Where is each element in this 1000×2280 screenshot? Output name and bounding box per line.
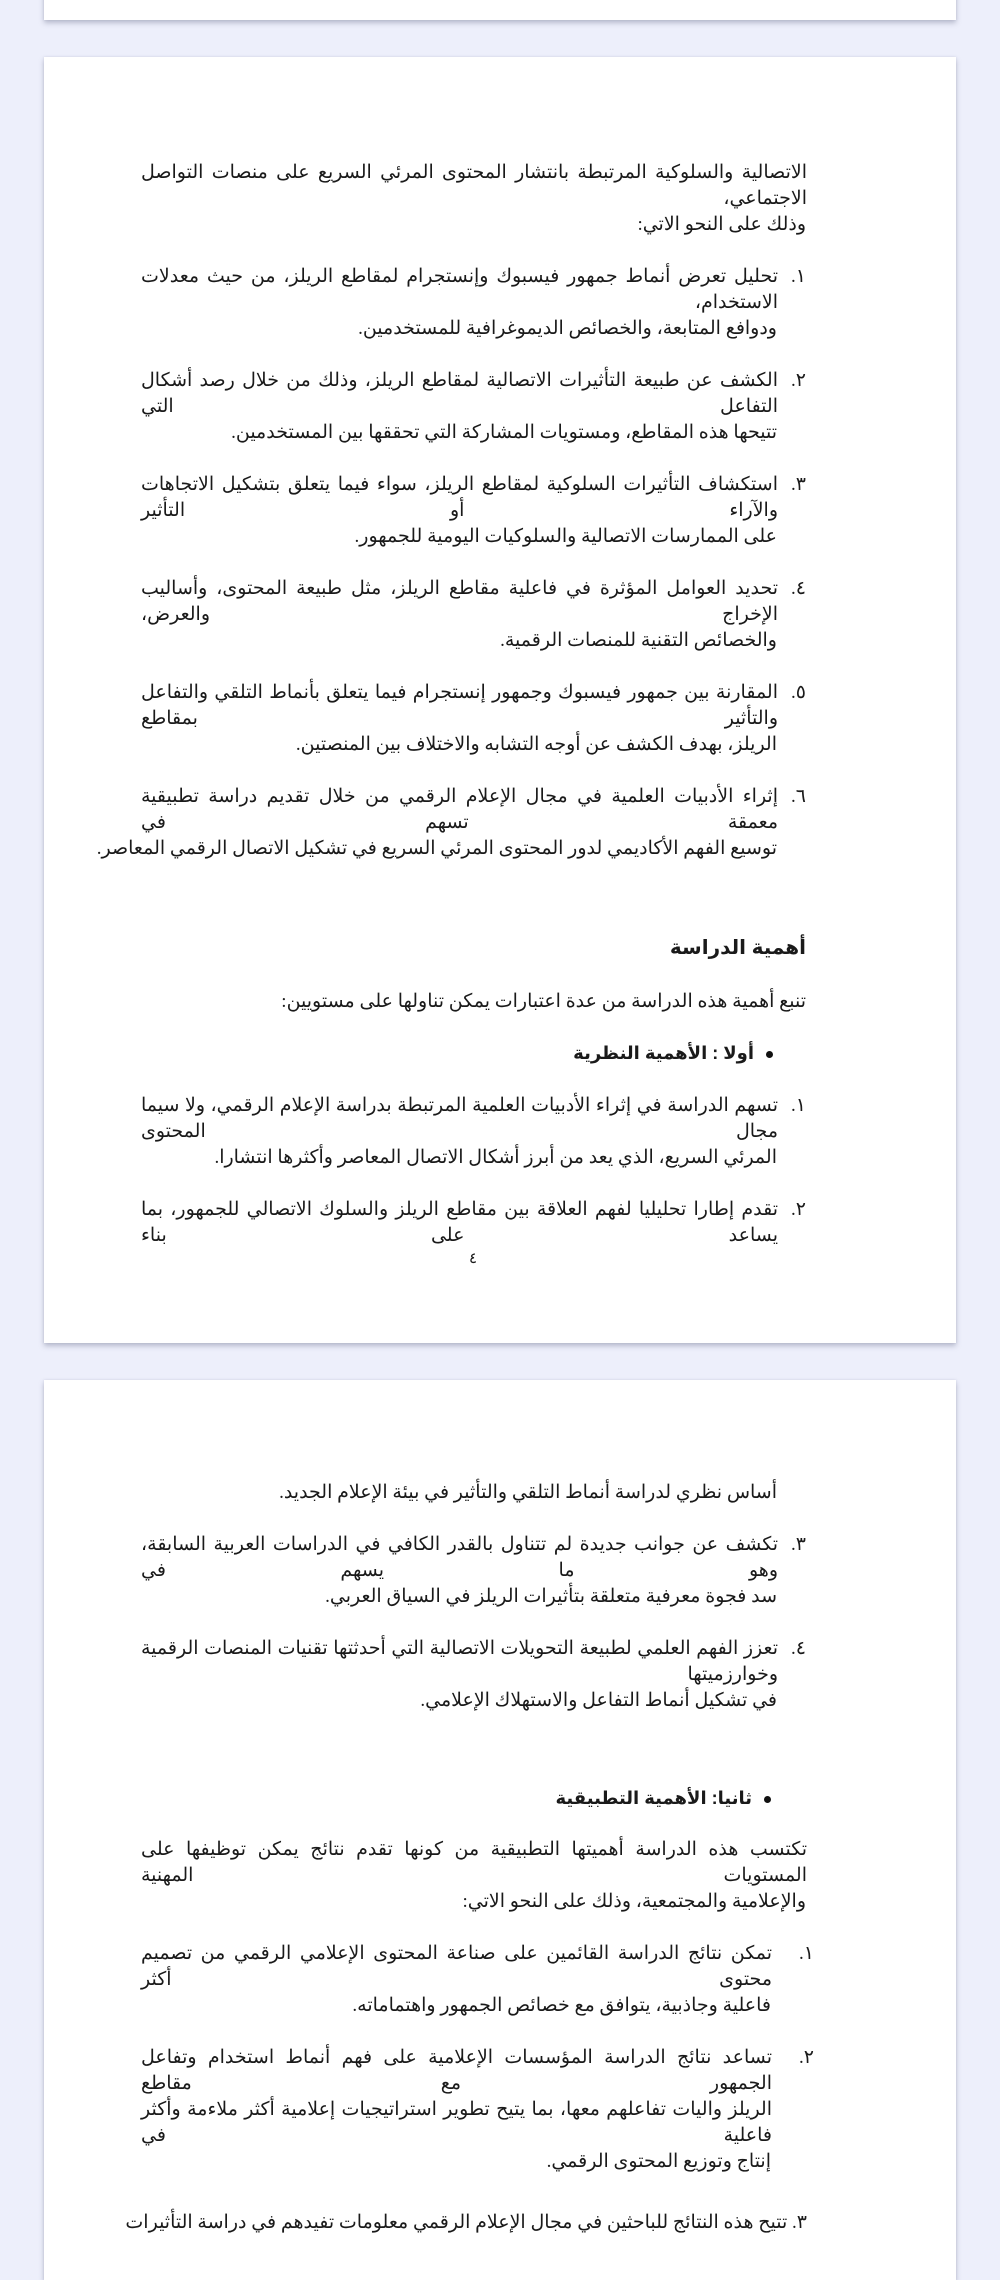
intro-line-2: وذلك على النحو الاتي: bbox=[637, 214, 806, 235]
applied-importance-heading bbox=[556, 1785, 772, 1811]
section-intro: تنبع أهمية هذه الدراسة من عدة اعتبارات يمكن تناولها على مستويين: bbox=[281, 991, 806, 1012]
objective-6-line-1: إثراء الأدبيات العلمية في مجال الإعلام الرقمي من خلال تقديم دراسة تطبيقية معمقة تسهم في bbox=[141, 786, 778, 833]
page-number: ٤ bbox=[469, 1251, 478, 1267]
theoretical-importance-label: أولا : الأهمية النظرية bbox=[573, 1043, 754, 1063]
objective-5-line-1: المقارنة بين جمهور فيسبوك وجمهور إنستجرام فيما يتعلق بأنماط التلقي والتفاعل والتأثير بمقاطع bbox=[141, 682, 778, 729]
objective-3-line-1: استكشاف التأثيرات السلوكية لمقاطع الريلز، سواء فيما يتعلق بتشكيل الاتجاهات والآراء أو التأثير bbox=[141, 474, 778, 521]
applied-importance-label: ثانيا: الأهمية التطبيقية bbox=[555, 1788, 752, 1808]
theoretical-3-line-2: سد فجوة معرفية متعلقة بتأثيرات الريلز في السياق العربي. bbox=[325, 1586, 777, 1607]
theoretical-4-line-2: في تشكيل أنماط التفاعل والاستهلاك الإعلامي. bbox=[420, 1690, 777, 1711]
theoretical-1-number: ١. bbox=[791, 1095, 806, 1116]
applied-1-number: ١. bbox=[799, 1943, 814, 1964]
document-page-4 bbox=[44, 57, 956, 1343]
applied-2-line-2: الريلز واليات تفاعلهم معها، بما يتيح تطوير استراتيجيات إعلامية أكثر ملاءمة وأكثر فاعلية في bbox=[141, 2099, 772, 2146]
theoretical-3-line-1: تكشف عن جوانب جديدة لم تتناول بالقدر الكافي في الدراسات العربية السابقة، وهو ما يسهم في bbox=[141, 1534, 778, 1581]
objective-5-line-2: الريلز، بهدف الكشف عن أوجه التشابه والاختلاف بين المنصتين. bbox=[295, 734, 777, 755]
bullet-icon bbox=[766, 1051, 773, 1058]
applied-3-line-1-partial: ٣. تتيح هذه النتائج للباحثين في مجال الإعلام الرقمي معلومات تفيدهم في دراسة التأثيرات bbox=[125, 2212, 807, 2233]
applied-intro-line-1: تكتسب هذه الدراسة أهميتها التطبيقية من كونها تقدم نتائج يمكن توظيفها على المستويات المهنية bbox=[141, 1839, 807, 1886]
theoretical-1-line-1: تسهم الدراسة في إثراء الأدبيات العلمية المرتبطة بدراسة الإعلام الرقمي، ولا سيما مجال المحتوى bbox=[141, 1095, 778, 1142]
objective-2-line-1: الكشف عن طبيعة التأثيرات الاتصالية لمقاطع الريلز، وذلك من خلال رصد أشكال التفاعل التي bbox=[141, 370, 778, 417]
objective-6-number: ٦. bbox=[791, 786, 806, 807]
objective-3-number: ٣. bbox=[791, 474, 806, 495]
previous-page-sheet bbox=[44, 0, 956, 20]
objective-4-line-1: تحديد العوامل المؤثرة في فاعلية مقاطع الريلز، مثل طبيعة المحتوى، وأساليب الإخراج والعرض، bbox=[141, 578, 778, 625]
bullet-icon bbox=[764, 1796, 771, 1803]
objective-1-number: ١. bbox=[791, 266, 806, 287]
theoretical-4-number: ٤. bbox=[791, 1638, 806, 1659]
theoretical-4-line-1: تعزز الفهم العلمي لطبيعة التحويلات الاتصالية التي أحدثتها تقنيات المنصات الرقمية وخوارزميتها bbox=[141, 1638, 778, 1685]
objective-6-line-2: توسيع الفهم الأكاديمي لدور المحتوى المرئي السريع في تشكيل الاتصال الرقمي المعاصر. bbox=[96, 838, 777, 859]
document-page-5 bbox=[44, 1380, 956, 2280]
theoretical-1-line-2: المرئي السريع، الذي يعد من أبرز أشكال الاتصال المعاصر وأكثرها انتشارا. bbox=[214, 1147, 777, 1168]
objective-1-line-1: تحليل تعرض أنماط جمهور فيسبوك وإنستجرام لمقاطع الريلز، من حيث معدلات الاستخدام، bbox=[141, 266, 778, 313]
objective-4-number: ٤. bbox=[791, 578, 806, 599]
theoretical-2-line-2: أساس نظري لدراسة أنماط التلقي والتأثير في بيئة الإعلام الجديد. bbox=[279, 1482, 777, 1503]
applied-2-number: ٢. bbox=[799, 2047, 814, 2068]
applied-2-line-3: إنتاج وتوزيع المحتوى الرقمي. bbox=[546, 2151, 771, 2172]
objective-1-line-2: ودوافع المتابعة، والخصائص الديموغرافية للمستخدمين. bbox=[358, 318, 777, 339]
objective-4-line-2: والخصائص التقنية للمنصات الرقمية. bbox=[500, 630, 777, 651]
applied-1-line-1: تمكن نتائج الدراسة القائمين على صناعة المحتوى الإعلامي الرقمي من تصميم محتوى أكثر bbox=[141, 1943, 772, 1990]
theoretical-2-line-1: تقدم إطارا تحليليا لفهم العلاقة بين مقاطع الريلز والسلوك الاتصالي للجمهور، بما يساعد على بناء bbox=[141, 1199, 778, 1246]
applied-intro-line-2: والإعلامية والمجتمعية، وذلك على النحو الاتي: bbox=[462, 1891, 806, 1912]
intro-line-1: الاتصالية والسلوكية المرتبطة بانتشار المحتوى المرئي السريع على منصات التواصل الاجتماعي، bbox=[141, 162, 807, 209]
objective-2-number: ٢. bbox=[791, 370, 806, 391]
theoretical-2-number: ٢. bbox=[791, 1199, 806, 1220]
objective-3-line-2: على الممارسات الاتصالية والسلوكيات اليومية للجمهور. bbox=[354, 526, 777, 547]
objective-5-number: ٥. bbox=[791, 682, 806, 703]
theoretical-3-number: ٣. bbox=[791, 1534, 806, 1555]
applied-1-line-2: فاعلية وجاذبية، يتوافق مع خصائص الجمهور واهتماماته. bbox=[352, 1995, 771, 2016]
objective-2-line-2: تتيحها هذه المقاطع، ومستويات المشاركة التي تحققها بين المستخدمين. bbox=[231, 422, 777, 443]
theoretical-importance-heading bbox=[573, 1040, 773, 1066]
section-heading-study-importance: أهمية الدراسة bbox=[669, 937, 806, 959]
applied-2-line-1: تساعد نتائج الدراسة المؤسسات الإعلامية على فهم أنماط استخدام وتفاعل الجمهور مع مقاطع bbox=[141, 2047, 772, 2094]
